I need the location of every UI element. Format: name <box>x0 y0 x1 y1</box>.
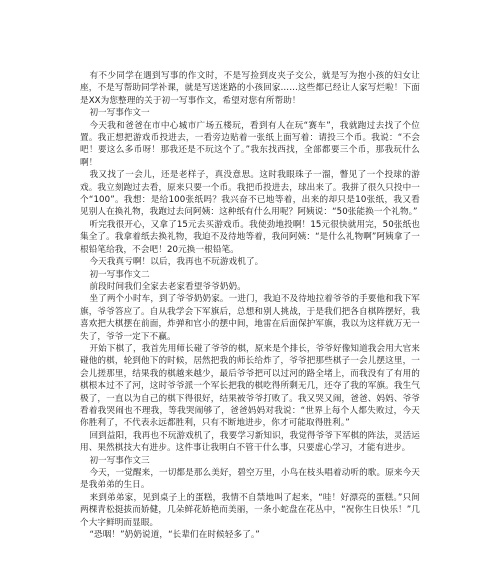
section-heading-3: 初一写事作文三 <box>89 455 150 466</box>
paragraph: 开始下棋了，我首先用师长碰了爷爷的棋，原来是个排长，爷爷好像知道我会用大官来碰他的棋，轮到他下的时候，居然把我的师长给炸了，爷爷把那些棋子一会儿摆这里，一会儿搓那里，结果我的棋越来越少，最后爷爷把可以过河的路全堵上，而我没有了有用的棋根本过不了河，这时爷爷派一个军长把我的棋吃得所剩无几，还夺了我的军旗。我生气极了，一直以为自己的棋下得很好，结果被爷爷打败了。我又哭又闹，爸爸、妈妈、爷爷看着我哭闹也不理我，等我哭闹够了，爸爸妈妈对我说：“世界上每个人都失败过，今天你胜利了，不代表永远都胜利，只有不断地进步，你才可能取得胜利。” <box>80 343 420 429</box>
paragraph: 前段时间我们全家去老家看望爷爷奶奶。 <box>89 281 246 292</box>
document-page <box>80 70 420 541</box>
paragraph: 坐了两个小时车，到了爷爷奶奶家。一进门，我迫不及待地拉着爷爷的手要他和我下军旗，爷爷答应了。自从我学会下军旗后，总想和别人挑战，于是我们把各自棋阵摆好，我喜欢把大棋摆在前面，炸弹和官小的摆中间，地雷在后面保护军旗，我以为这样就万无一失了，爷爷一定下不赢。 <box>80 294 420 342</box>
paragraph: 今天，一觉醒来，一切都是那么美好，碧空万里，小鸟在枝头唱着动听的歌。原来今天是我弟弟的生日。 <box>80 468 420 491</box>
paragraph: 今天我真亏啊！以后，我再也不玩游戏机了。 <box>89 257 264 268</box>
paragraph: 我又找了一会儿，还是老样子，真没意思。这时我眼珠子一溜，瞥见了一个投球的游戏。我立刻跑过去看，原来只要一个币。我把币投进去，球出来了。我拼了很久只投中一个“100”。我想：是给100张纸吗？我兴奋不已地等着，出来的却只是10张纸，我又看见别人在换礼物，我跑过去问阿姨：这种纸有什么用呢？阿姨说：“50张能换一个礼物。” <box>80 170 420 218</box>
paragraph: 今天我和爸爸在市中心城市广场五楼玩，看到有人在玩“赛车”，我就跑过去找了个位置。我正想把游戏币投进去，一看旁边贴着一张纸上面写着：请投三个币。我说：“不会吧！要这么多币呀！那我还是不玩这个了。”我东找西找，全部都要三个币，那我玩什么啊！ <box>80 120 420 168</box>
intro-paragraph: 有不少同学在遇到写事的作文时，不是写捡到皮夹子交公，就是写为抱小孩的妇女让座，不是写帮助同学补课，就是写送迷路的小孩回家……这些都已经让人家写烂啦！下面是XX为您整理的关于初一写事作文，希望对您有所帮助！ <box>80 71 420 106</box>
paragraph: “恐咽！”奶奶说道，“长辈们在时候轻多了。” <box>89 530 260 541</box>
section-heading-2: 初一写事作文二 <box>89 269 150 280</box>
section-heading-1: 初一写事作文一 <box>89 108 150 119</box>
paragraph: 听完我很开心，又拿了15元去买游戏币。我使劲地投啊！15元很快就用完，50张纸也集全了。我拿着纸去换礼物，我迫不及待地等着，我问阿姨：“是什么礼物啊”阿姨拿了一根铅笔给我，不会吧！20元换一根铅笔。 <box>80 219 420 255</box>
paragraph: 来到弟弟家，见到桌子上的蛋糕，我情不自禁地叫了起来，“哇！好漂亮的蛋糕。”只间两棵青松挺拔而娇健，几朵鲜花娇艳而美丽，一条小蛇盘在花丛中，“祝你生日快乐！”几个大字鲜明而显眼。 <box>80 492 420 528</box>
paragraph: 回到益阳，我再也不玩游戏机了，我要学习新知识，我觉得爷爷下军棋的阵法，灵活运用、果然棋技大有进步。这件事让我明白不管干什么事，只要虚心学习，才能有进步。 <box>80 430 420 454</box>
